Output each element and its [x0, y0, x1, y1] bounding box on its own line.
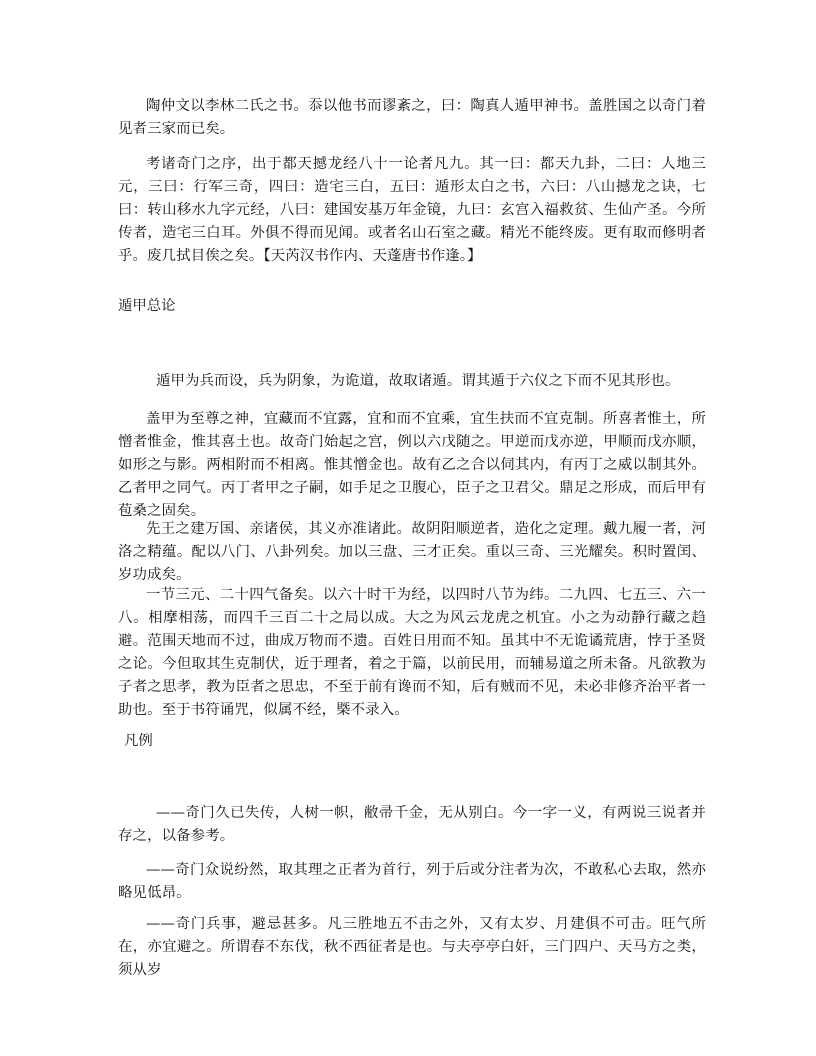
- examples-item-1: ——奇门久已失传，人树一帜，敝帚千金，无从别白。今一字一义，有两说三说者并存之，以备参考。: [118, 805, 706, 844]
- general-paragraph-3: 先王之建万国、亲诸侯，其义亦准诸此。故阴阳顺逆者，造化之定理。戴九履一者，河洛之精蕴。配以八门、八卦列矣。加以三盘、三才正矣。重以三奇、三光耀矣。积时置闰、岁功成矣。: [118, 521, 706, 583]
- intro-paragraph-1: 陶仲文以李林二氏之书。忝以他书而谬紊之，曰：陶真人遁甲神书。盖胜国之以奇门着见者三家而已矣。: [118, 98, 706, 137]
- general-paragraph-1: 遁甲为兵而设，兵为阴象，为诡道，故取诸遁。谓其遁于六仪之下而不见其形也。: [156, 373, 680, 389]
- section-heading-general: 遁甲总论: [118, 298, 176, 314]
- intro-paragraph-2: 考诸奇门之序，出于都天撼龙经八十一论者凡九。其一曰：都天九卦，二曰：人地三元，三曰：行军三奇，四曰：造宅三白，五曰：遁形太白之书，六曰：八山撼龙之诀，七曰：转山移水九字元经，八曰：建国安基万年金镜，九曰：玄宫入福救贫、生仙产圣。今所传者，造宅三白耳。外俱不得而见闻。或者名山石室之藏。精光不能终废。更有取而修明者乎。废几拭目俟之矣。【天芮汉书作内、天蓬唐书作逢。】: [118, 156, 706, 264]
- examples-item-2: ——奇门众说纷然，取其理之正者为首行，列于后或分注者为次，不敢私心去取，然亦略见低昂。: [118, 862, 706, 901]
- section-heading-examples: 凡例: [124, 733, 153, 749]
- general-paragraph-2: 盖甲为至尊之神，宜藏而不宜露，宜和而不宜乘，宜生扶而不宜克制。所喜者惟土，所憎者惟金，惟其喜土也。故奇门始起之宫，例以六戊随之。甲逆而戊亦逆，甲顺而戊亦顺，如形之与影。两相附而不相离。惟其憎金也。故有乙之合以伺其内，有丙丁之威以制其外。乙者甲之同气。丙丁者甲之子嗣，如手足之卫腹心，臣子之卫君父。鼎足之形成，而后甲有苞桑之固矣。: [118, 411, 706, 519]
- general-paragraph-4: 一节三元、二十四气备矣。以六十时干为经，以四时八节为纬。二九四、七五三、六一八。相摩相荡，而四千三百二十之局以成。大之为风云龙虎之机宜。小之为动静行藏之趋避。范围天地而不过，曲成万物而不遗。百姓日用而不知。虽其中不无诡谲荒唐，悖于圣贤之论。今但取其生克制伏，近于理者，着之于篇，以前民用，而辅易道之所未备。凡欲教为子者之思孝，教为臣者之思忠，不至于前有谗而不知，后有贼而不见，未必非修齐治平者一助也。至于书符诵咒，似属不经，槩不录入。: [118, 587, 706, 718]
- examples-item-3: ——奇门兵事，避忌甚多。凡三胜地五不击之外，又有太岁、月建俱不可击。旺气所在，亦宜避之。所谓春不东伐，秋不西征者是也。与夫亭亭白奸，三门四户、天马方之类，须从岁: [118, 916, 706, 978]
